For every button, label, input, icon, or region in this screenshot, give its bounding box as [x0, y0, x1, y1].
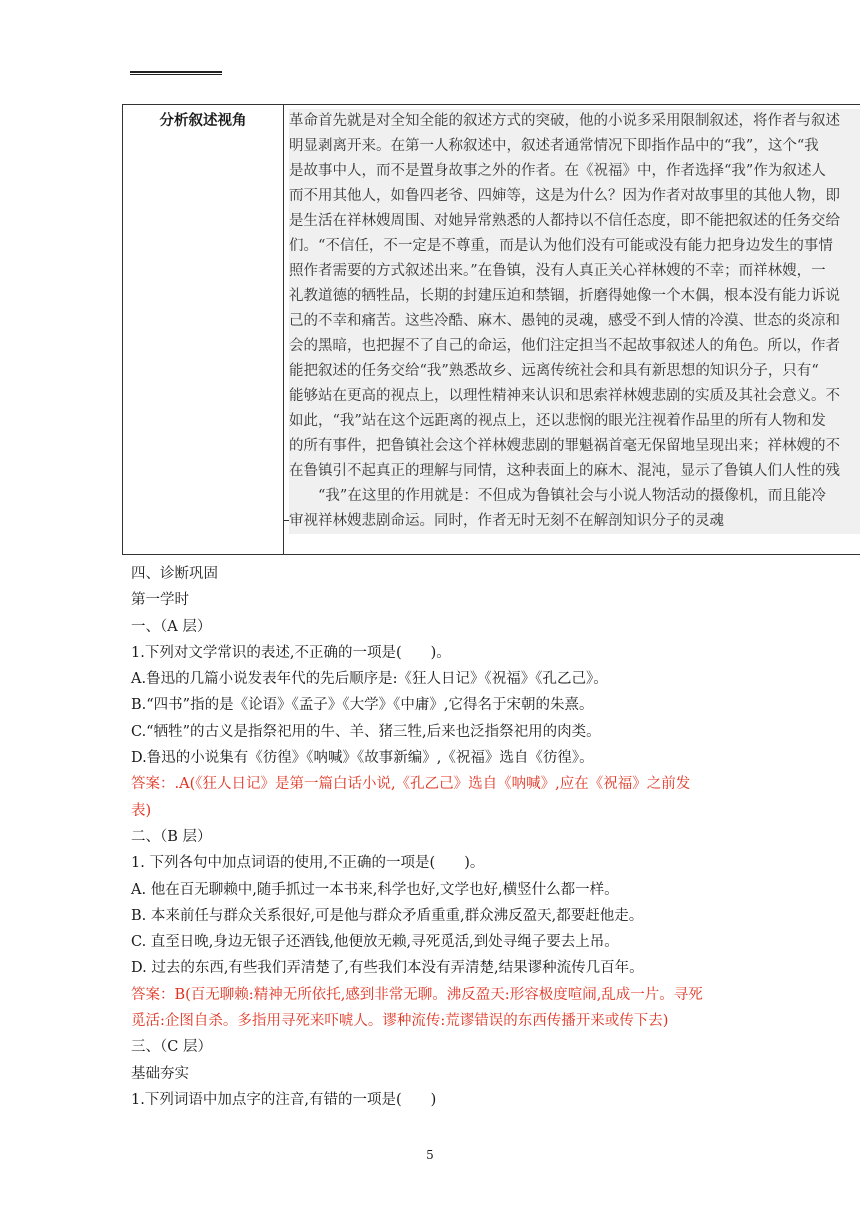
answer-line: 答案：B(百无聊赖:精神无所依托,感到非常无聊。沸反盈天:形容极度喧闹,乱成一片。寻死	[131, 986, 703, 1003]
table-text-line: 是生活在祥林嫂周围、对她异常熟悉的人都持以不信任态度，即不能把叙述的任务交给	[289, 213, 840, 229]
table-text-line: 礼教道德的牺牲品，长期的封建压迫和禁锢，折磨得她像一个木偶，根本没有能力诉说	[289, 288, 840, 304]
table-text-line: 照作者需要的方式叙述出来。”在鲁镇，没有人真正关心祥林嫂的不幸；而祥林嫂，一	[289, 263, 826, 279]
table-text-line: 能把叙述的任务交给“我”熟悉故乡、远离传统社会和具有新思想的知识分子，只有“	[289, 363, 819, 379]
table-divider	[283, 105, 284, 554]
analysis-table	[122, 104, 860, 555]
text-line: 基础夯实	[131, 1065, 189, 1082]
text-line: 1. 下列各句中加点词语的使用,不正确的一项是( )。	[131, 855, 485, 872]
text-line: B. 本来前任与群众关系很好,可是他与群众矛盾重重,群众沸反盈天,都要赶他走。	[131, 907, 644, 924]
header-rule	[130, 71, 222, 75]
table-text-line: 而不用其他人，如鲁四老爷、四婶等，这是为什么？因为作者对故事里的其他人物，即	[289, 188, 840, 204]
table-text-line: 在鲁镇引不起真正的理解与同情，这种表面上的麻木、混沌，显示了鲁镇人们人性的残	[289, 463, 840, 479]
text-line: D.鲁迅的小说集有《彷徨》《呐喊》《故事新编》,《祝福》选自《彷徨》。	[131, 750, 594, 767]
text-line: C. 直至日晚,身边无银子还酒钱,他便放无赖,寻死觅活,到处寻绳子要去上吊。	[131, 934, 619, 951]
table-text-line: 会的黑暗，也把握不了自己的命运，他们注定担当不起故事叙述人的角色。所以，作者	[289, 338, 840, 354]
table-text-block	[289, 109, 860, 534]
text-line: A.鲁迅的几篇小说发表年代的先后顺序是:《狂人日记》《祝福》《孔乙己》。	[131, 671, 608, 688]
table-text-line: 明显剥离开来。在第一人称叙述中，叙述者通常情况下即指作品中的“我”，这个“我	[289, 138, 819, 154]
table-text-line: 革命首先就是对全知全能的叙述方式的突破，他的小说多采用限制叙述，将作者与叙述	[289, 113, 840, 129]
table-text-line: 们。“不信任，不一定是不尊重，而是认为他们没有可能或没有能力把身边发生的事情	[289, 238, 833, 254]
text-line: 一、（A 层）	[131, 618, 212, 635]
table-text-line: 的所有事件，把鲁镇社会这个祥林嫂悲剧的罪魁祸首毫无保留地呈现出来；祥林嫂的不	[289, 438, 840, 454]
text-line: A. 他在百无聊赖中,随手抓过一本书来,科学也好,文学也好,横竖什么都一样。	[131, 881, 619, 898]
exercise-section	[131, 561, 741, 1113]
table-text-line: 如此，“我”站在这个远距离的视点上，还以悲悯的眼光注视着作品里的所有人物和发	[289, 413, 826, 429]
table-label: 分析叙述视角	[159, 112, 247, 129]
table-text-line: 审视祥林嫂悲剧命运。同时，作者无时无刻不在解剖知识分子的灵魂	[289, 513, 724, 529]
text-line: B.“四书”指的是《论语》《孟子》《大学》《中庸》,它得名于宋朝的朱熹。	[131, 697, 594, 714]
table-text-line: 己的不幸和痛苦。这些冷酷、麻木、愚钝的灵魂，感受不到人情的冷漠、世态的炎凉和	[289, 313, 840, 329]
table-text-line: “我”在这里的作用就是：不但成为鲁镇社会与小说人物活动的摄像机，而且能冷	[289, 488, 826, 504]
table-content	[289, 109, 860, 534]
answer-line: 答案：.A(《狂人日记》是第一篇白话小说,《孔乙己》选自《呐喊》,应在《祝福》之前发	[131, 776, 691, 793]
text-line: 二、（B 层）	[131, 828, 212, 845]
text-line: 1.下列词语中加点字的注音,有错的一项是( )	[131, 1091, 437, 1108]
text-line: 三、（C 层）	[131, 1039, 212, 1056]
text-line: C.“牺牲”的古义是指祭祀用的牛、羊、猪三牲,后来也泛指祭祀用的肉类。	[131, 723, 601, 740]
answer-line: 觅活:企图自杀。多指用寻死来吓唬人。谬种流传:荒谬错误的东西传播开来或传下去)	[131, 1013, 669, 1030]
text-line: 1.下列对文学常识的表述,不正确的一项是( )。	[131, 644, 451, 661]
text-line: 第一学时	[131, 592, 189, 609]
text-line: 四、诊断巩固	[131, 566, 218, 582]
table-text-line: 能够站在更高的视点上，以理性精神来认识和思索祥林嫂悲剧的实质及其社会意义。不	[289, 388, 840, 404]
text-line: D. 过去的东西,有些我们弄清楚了,有些我们本没有弄清楚,结果谬种流传几百年。	[131, 960, 644, 977]
page-number: 5	[426, 1148, 434, 1162]
answer-line: 表)	[131, 802, 152, 819]
table-text-line: 是故事中人，而不是置身故事之外的作者。在《祝福》中，作者选择“我”作为叙述人	[289, 163, 826, 179]
